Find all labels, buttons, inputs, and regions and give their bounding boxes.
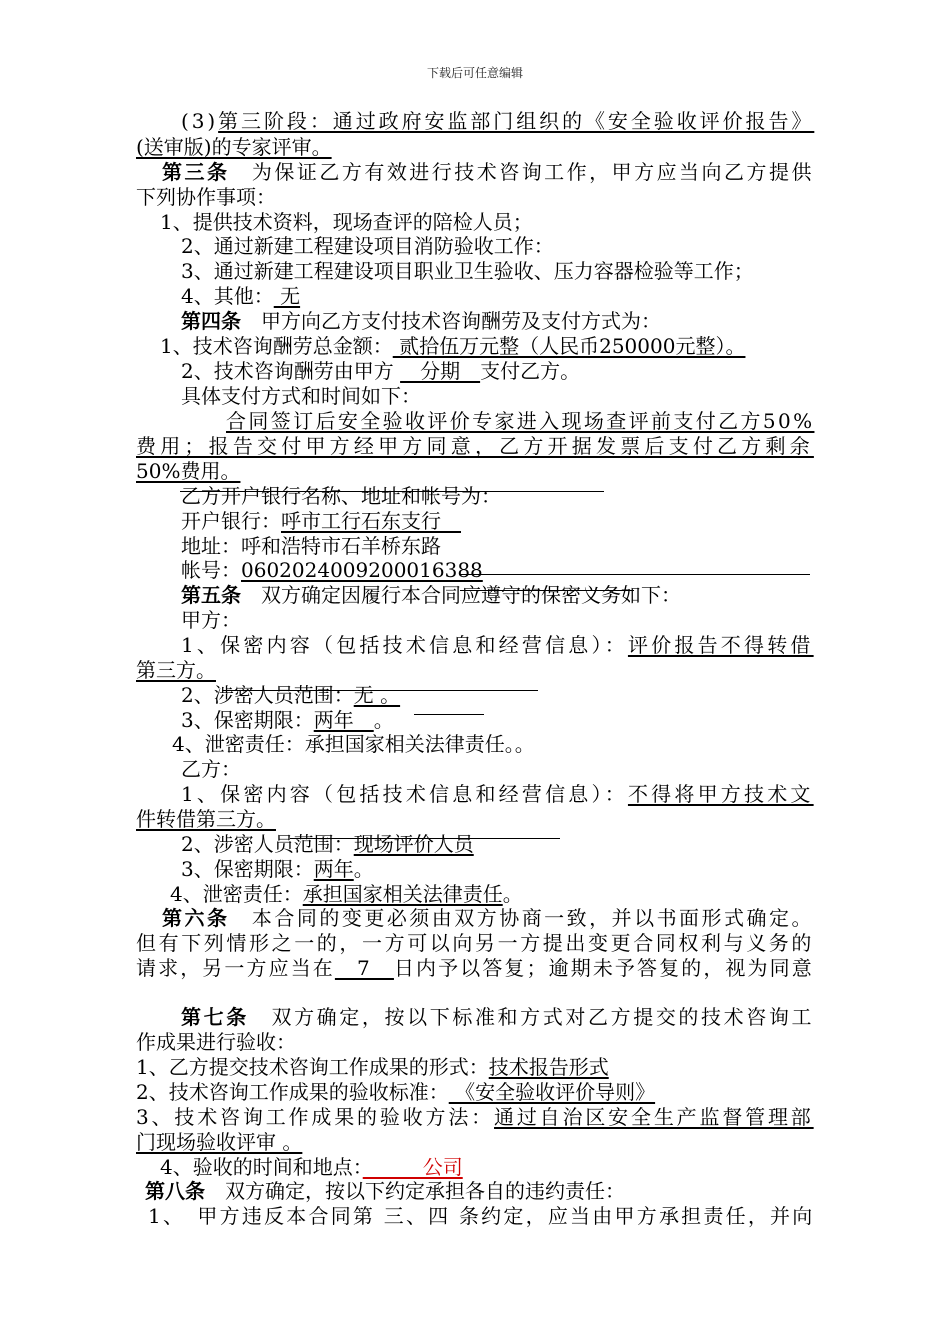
text-line xyxy=(136,658,216,682)
article-heading: 第六条 xyxy=(162,906,230,930)
text-line xyxy=(181,857,374,881)
text-line xyxy=(181,583,681,607)
filled-field: 不得将甲方技术文 xyxy=(627,782,814,806)
article-heading: 第三条 xyxy=(162,160,230,184)
text-line xyxy=(136,1105,814,1129)
text-segment: 为保证乙方有效进行技术咨询工作，甲方应当向乙方提供 xyxy=(229,160,814,184)
text-line xyxy=(136,1030,296,1054)
text-line xyxy=(181,359,580,383)
text-segment: 2、涉密人员范围： xyxy=(181,832,354,856)
text-line xyxy=(181,384,421,408)
underline-rule xyxy=(414,714,484,715)
text-line xyxy=(181,1005,814,1029)
text-line xyxy=(181,309,661,333)
text-segment: 但有下列情形之一的，一方可以向另一方提出变更合同权利与义务的 xyxy=(136,931,814,955)
filled-field: (送审版)的专家评审。 xyxy=(136,135,332,159)
text-line xyxy=(181,558,483,582)
text-segment: 甲方： xyxy=(181,608,241,632)
text-segment: 1、乙方提交技术咨询工作成果的形式： xyxy=(136,1055,489,1079)
text-segment: 3、保密期限： xyxy=(181,708,314,732)
filled-field: 《安全验收评价导则》 xyxy=(448,1080,656,1104)
filled-field: 第三阶段：通过政府安监部门组织的《安全验收评价报告》 xyxy=(218,109,815,133)
text-line xyxy=(136,1055,609,1079)
text-line xyxy=(136,434,814,458)
filled-field: 50%费用。 xyxy=(136,459,241,483)
filled-field: 费用；报告交付甲方经甲方同意，乙方开据发票后支付乙方剩余 xyxy=(136,434,814,458)
filled-field: 分期 xyxy=(400,359,481,383)
underline-rule xyxy=(222,690,538,691)
text-segment: 。 xyxy=(502,882,523,906)
underline-rule xyxy=(290,838,560,839)
text-segment: 乙方开户银行名称、地址和帐号为： xyxy=(181,484,501,508)
filled-field: 第三方。 xyxy=(136,658,216,682)
text-line xyxy=(136,956,814,980)
filled-field: 承担国家相关法律责任 xyxy=(302,882,503,906)
filled-field: 7 xyxy=(334,956,394,980)
underline-rule xyxy=(180,491,604,492)
filled-field: 0602024009200016388 xyxy=(241,558,483,582)
text-segment: 。 xyxy=(373,708,394,732)
text-segment: 4、其他： xyxy=(181,284,274,308)
text-line xyxy=(136,931,814,955)
text-segment: 1、 甲方违反本合同第 三、四 条约定，应当由甲方承担责任，并向 xyxy=(148,1204,815,1228)
text-segment: 日内予以答复；逾期未予答复的，视为同意 xyxy=(393,956,814,980)
text-line xyxy=(136,135,332,159)
text-line xyxy=(160,210,533,234)
text-line xyxy=(181,484,501,508)
filled-field: 两年 xyxy=(313,857,354,881)
text-segment: 帐号： xyxy=(181,558,241,582)
filled-field: 件转借第三方。 xyxy=(136,807,276,831)
text-line xyxy=(136,807,276,831)
text-segment: 2、技术咨询工作成果的验收标准： xyxy=(136,1080,449,1104)
text-line xyxy=(181,633,814,657)
text-line xyxy=(162,906,814,930)
filled-field: 无 xyxy=(273,284,301,308)
page-header: 下载后可任意编辑 xyxy=(426,66,523,80)
text-line xyxy=(181,757,241,781)
text-segment: 1、保密内容（包括技术信息和经营信息）： xyxy=(181,782,628,806)
text-segment: 2、涉密人员范围： xyxy=(181,683,354,707)
filled-field: 贰拾伍万元整（人民币250000元整）。 xyxy=(392,334,746,358)
filled-field: 评价报告不得转借 xyxy=(627,633,814,657)
text-segment: 1、技术咨询酬劳总金额： xyxy=(160,334,393,358)
text-line xyxy=(145,1179,625,1203)
text-segment: (3) xyxy=(181,109,219,133)
text-line xyxy=(226,409,814,433)
underline-rule xyxy=(460,574,810,575)
underline-rule xyxy=(460,590,634,591)
text-segment: 1、保密内容（包括技术信息和经营信息）： xyxy=(181,633,628,657)
text-line xyxy=(181,782,814,806)
text-line xyxy=(170,882,523,906)
filled-field: 现场评价人员 xyxy=(353,832,474,856)
text-segment: 4、验收的时间和地点： xyxy=(160,1155,363,1179)
text-line xyxy=(162,160,814,184)
text-line xyxy=(181,608,241,632)
text-segment: 3、通过新建工程建设项目职业卫生验收、压力容器检验等工作； xyxy=(181,259,754,283)
filled-field: 技术报告形式 xyxy=(488,1055,609,1079)
text-line xyxy=(181,683,400,707)
text-line xyxy=(160,334,745,358)
text-segment: 3、保密期限： xyxy=(181,857,314,881)
text-segment: 下列协作事项： xyxy=(136,185,276,209)
text-segment: 双方确定，按以下标准和方式对乙方提交的技术咨询工 xyxy=(248,1005,815,1029)
text-line xyxy=(181,259,754,283)
text-segment: 双方确定因履行本合同应遵守的保密义务如下： xyxy=(241,583,681,607)
text-line xyxy=(172,732,535,756)
text-line xyxy=(136,1080,655,1104)
filled-field: 通过自治区安全生产监督管理部 xyxy=(494,1105,814,1129)
filled-field: 公司 xyxy=(362,1155,463,1179)
article-heading: 第四条 xyxy=(181,309,241,333)
article-heading: 第七条 xyxy=(181,1005,249,1029)
text-line xyxy=(181,534,441,558)
article-heading: 第八条 xyxy=(145,1179,205,1203)
text-line xyxy=(181,509,461,533)
text-line xyxy=(136,1130,302,1154)
text-segment: 4、泄密责任： xyxy=(170,882,303,906)
text-line xyxy=(136,185,276,209)
text-segment: 双方确定，按以下约定承担各自的违约责任： xyxy=(205,1179,625,1203)
filled-field: 门现场验收评审 。 xyxy=(136,1130,303,1154)
text-segment: 乙方： xyxy=(181,757,241,781)
article-heading: 第五条 xyxy=(181,583,241,607)
filled-field: 合同签订后安全验收评价专家进入现场查评前支付乙方50% xyxy=(226,409,815,433)
text-line xyxy=(181,284,300,308)
text-line xyxy=(181,708,394,732)
text-line xyxy=(181,832,474,856)
text-line xyxy=(181,109,814,133)
text-segment: 甲方向乙方支付技术咨询酬劳及支付方式为： xyxy=(241,309,661,333)
text-segment: 支付乙方。 xyxy=(480,359,581,383)
text-segment: 3、技术咨询工作成果的验收方法： xyxy=(136,1105,495,1129)
text-segment: 请求，另一方应当在 xyxy=(136,956,335,980)
text-segment: 地址：呼和浩特市石羊桥东路 xyxy=(181,534,441,558)
text-segment: 具体支付方式和时间如下： xyxy=(181,384,421,408)
filled-field: 两年 xyxy=(313,708,374,732)
text-segment: 2、通过新建工程建设项目消防验收工作： xyxy=(181,234,554,258)
text-line xyxy=(148,1204,814,1228)
text-segment: 2、技术咨询酬劳由甲方 xyxy=(181,359,401,383)
text-line xyxy=(181,234,554,258)
text-segment: 4、泄密责任：承担国家相关法律责任。。 xyxy=(172,732,535,756)
text-line xyxy=(136,459,240,483)
text-line xyxy=(160,1155,463,1179)
text-segment: 开户银行： xyxy=(181,509,281,533)
filled-field: 呼市工行石东支行 xyxy=(281,509,461,533)
text-segment: 作成果进行验收： xyxy=(136,1030,296,1054)
text-segment: 。 xyxy=(353,857,374,881)
text-segment: 1、提供技术资料，现场查评的陪检人员； xyxy=(160,210,533,234)
text-segment: 本合同的变更必须由双方协商一致，并以书面形式确定。 xyxy=(229,906,814,930)
filled-field: 无 。 xyxy=(353,683,401,707)
